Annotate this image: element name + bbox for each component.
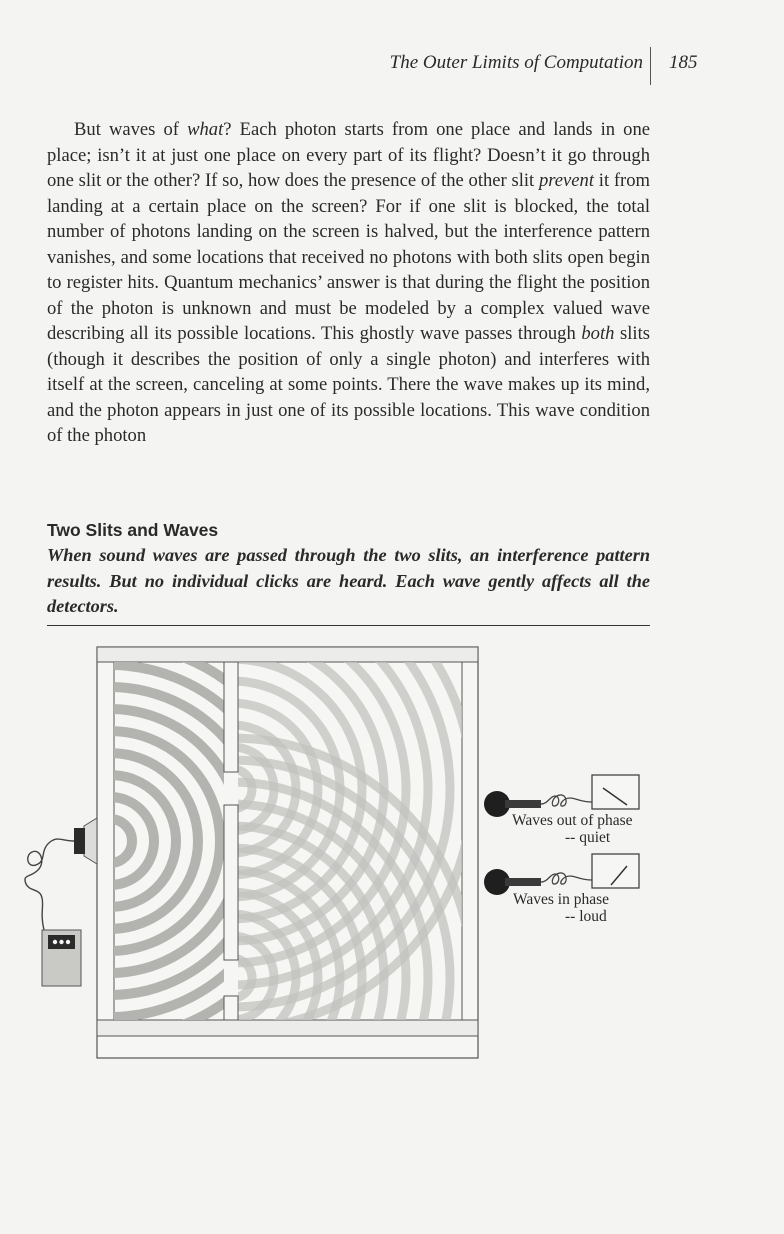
quiet-label-line2: -- quiet	[565, 829, 611, 846]
page-number: 185	[669, 52, 698, 73]
quiet-label-line1: Waves out of phase	[512, 812, 633, 829]
header-divider	[650, 47, 651, 85]
speaker-cone-icon	[84, 818, 97, 864]
seg-5: both	[581, 323, 615, 344]
tank-top-wall	[97, 647, 478, 662]
tank-bottom-wall	[97, 1020, 478, 1036]
seg-0: But waves of	[74, 119, 188, 140]
box-title: Two Slits and Waves	[47, 520, 219, 540]
seg-1: what	[187, 119, 224, 140]
two-slit-figure	[0, 630, 784, 1100]
seg-4: it from landing at a certain place on the screen? For if one slit is blocked, the total number of photons landing on the screen is halved, but the interference pattern vanishes, and some locations that received no photons with both slits open begin to register hits. Quantum mechanics’ answer is that during the flight the position of the photon is unknown and must be modeled by a complex valued wave describing all its possible locations. This ghostly wave passes through	[47, 170, 650, 344]
speaker-cable-icon	[25, 839, 74, 930]
barrier-top	[224, 662, 238, 772]
meter-icon	[592, 854, 639, 888]
loud-label-line2: -- loud	[565, 908, 607, 925]
detector-loud	[484, 854, 639, 895]
seg-6: slits (though it describes the position of only a single photon) and interferes with itself at the screen, canceling at some points. There the wave makes up its mind, and the photon appears in just one of its possible locations. This wave condition of the photon	[47, 323, 651, 446]
microphone-handle-icon	[505, 800, 541, 808]
running-head	[0, 51, 784, 81]
barrier-middle	[224, 805, 238, 960]
microphone-handle-icon	[505, 878, 541, 886]
two-slit-diagram	[0, 630, 784, 1100]
seg-2: ? Each photon starts from one place and lands in one place; isn’t it at just one place on every part of its flight? Doesn’t it go through one slit or the other? If so, how does the presence of the other slit	[47, 119, 651, 191]
detector-cable-icon	[541, 795, 592, 806]
meter-icon	[592, 775, 639, 809]
box-caption: When sound waves are passed through the two slits, an interference pattern results. But no individual clicks are heard. Each wave gently affects all the detectors.	[47, 545, 650, 616]
body-paragraph	[47, 117, 650, 449]
seg-3: prevent	[538, 170, 595, 191]
loud-label-line1: Waves in phase	[513, 891, 610, 908]
running-title: The Outer Limits of Computation	[389, 52, 643, 73]
detector-cable-icon	[541, 873, 592, 884]
barrier-bottom	[224, 996, 238, 1020]
speaker-body-icon	[74, 828, 85, 854]
detector-quiet	[484, 775, 639, 817]
box-rule	[47, 625, 650, 626]
